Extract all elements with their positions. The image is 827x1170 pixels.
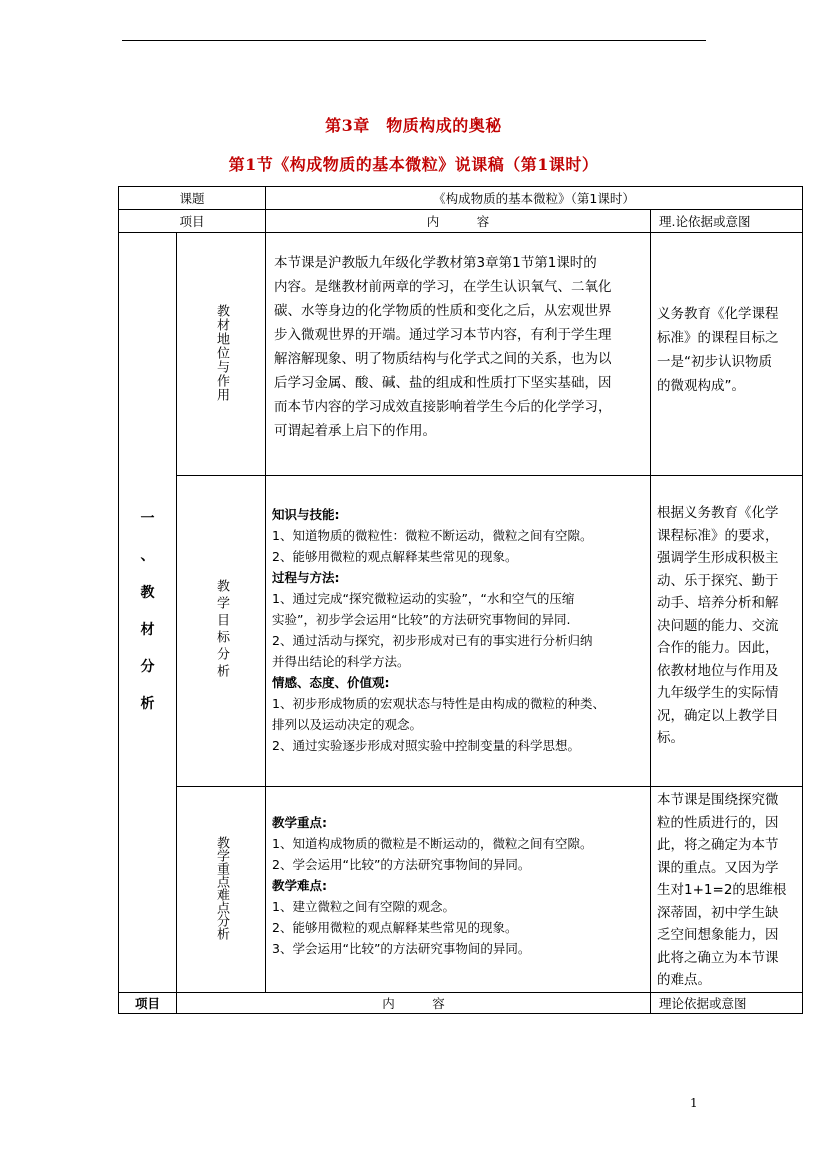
category-cell bbox=[119, 233, 177, 993]
footer-content-header: 内 容 bbox=[177, 992, 651, 1013]
lesson-plan-table bbox=[118, 186, 803, 1014]
row-label-cell bbox=[177, 476, 266, 787]
col-content-header: 内 容 bbox=[266, 210, 651, 233]
content-cell: 本节课是沪教版九年级化学教材第3章第1节第1课时的 内容。是继教材前两章的学习，在学生认识氧气、二氧化 碳、水等身边的化学物质的性质和变化之后，从宏观世界 步入微观世界的开端。通过学习本节内容，有利于学生理 解溶解现象、明了物质结构与化学式之间的关系，也为以 后学习金属、酸、碱、盐的组成和性质打下坚实基础，因 而本节内容的学习成效直接影响着学生今后的化学学习， 可谓起着承上启下的作用。 bbox=[266, 233, 651, 476]
col-basis-header: 理.论依据或意图 bbox=[651, 210, 803, 233]
row-key-difficult-points bbox=[119, 787, 803, 993]
category-label: 一 、 教 材 分 析 bbox=[140, 511, 155, 713]
row-label-cell bbox=[177, 787, 266, 993]
row-label: 教材地位与作用 bbox=[214, 303, 229, 402]
topic-label: 课题 bbox=[119, 187, 266, 210]
topic-row bbox=[119, 187, 803, 210]
footer-basis-header: 理论依据或意图 bbox=[651, 992, 803, 1013]
group-heading: 教学难点: bbox=[272, 878, 328, 893]
row-label: 教学目标分析 bbox=[214, 578, 229, 681]
row-label: 教学重点难点分析 bbox=[214, 835, 229, 940]
header-rule bbox=[122, 40, 706, 41]
row-textbook-position bbox=[119, 233, 803, 476]
section-title: 第1节《构成物质的基本微粒》说课稿（第1课时） bbox=[228, 155, 599, 174]
content-cell: 知识与技能: 1、知道物质的微粒性：微粒不断运动，微粒之间有空隙。 2、能够用微粒的观点解释某些常见的现象。 过程与方法: 1、通过完成“探究微粒运动的实验”，“水和空气的压缩 实验”，初步学会运用“比较”的方法研究事物间的异同. 2、通过活动与探究，初步形成对已有的事实进行分析归纳 并得出结论的科学方法。 情感、态度、价值观: 1、初步形成物质的宏观状态与特性是由构成的微粒的种类、 排列以及运动决定的观念。 2、通过实验逐步形成对照实验中控制变量的科学思想。 bbox=[266, 476, 651, 787]
group-heading: 过程与方法: bbox=[272, 570, 340, 585]
group-heading: 情感、态度、价值观: bbox=[272, 675, 390, 690]
chapter-title: 第3章 物质构成的奥秘 bbox=[325, 116, 502, 135]
content-cell: 教学重点: 1、知道构成物质的微粒是不断运动的，微粒之间有空隙。 2、学会运用“比较”的方法研究事物间的异同。 教学难点: 1、建立微粒之间有空隙的观念。 2、能够用微粒的观点解释某些常见的现象。 3、学会运用“比较”的方法研究事物间的异同。 bbox=[266, 787, 651, 993]
footer-item-header: 项目 bbox=[119, 992, 177, 1013]
group-heading: 知识与技能: bbox=[272, 507, 340, 522]
col-item-header: 项目 bbox=[119, 210, 266, 233]
basis-cell: 本节课是围绕探究微 粒的性质进行的，因 此，将之确定为本节 课的重点。又因为学 生对1+1=2的思维根 深蒂固，初中学生缺 乏空间想象能力，因 此将之确立为本节课 的难点。 bbox=[651, 787, 803, 993]
column-header-row bbox=[119, 210, 803, 233]
footer-header-row bbox=[119, 992, 803, 1013]
group-heading: 教学重点: bbox=[272, 815, 328, 830]
row-label-cell bbox=[177, 233, 266, 476]
page-number: 1 bbox=[690, 1096, 698, 1110]
basis-cell: 义务教育《化学课程 标准》的课程目标之 一是“初步认识物质 的微观构成”。 bbox=[651, 233, 803, 476]
basis-cell: 根据义务教育《化学 课程标准》的要求， 强调学生形成积极主 动、乐于探究、勤于 动手、培养分析和解 决问题的能力、交流 合作的能力。因此， 依教材地位与作用及 九年级学生的实际情 况，确定以上教学目 标。 bbox=[651, 476, 803, 787]
row-teaching-objectives bbox=[119, 476, 803, 787]
topic-value: 《构成物质的基本微粒》（第1课时） bbox=[266, 187, 803, 210]
